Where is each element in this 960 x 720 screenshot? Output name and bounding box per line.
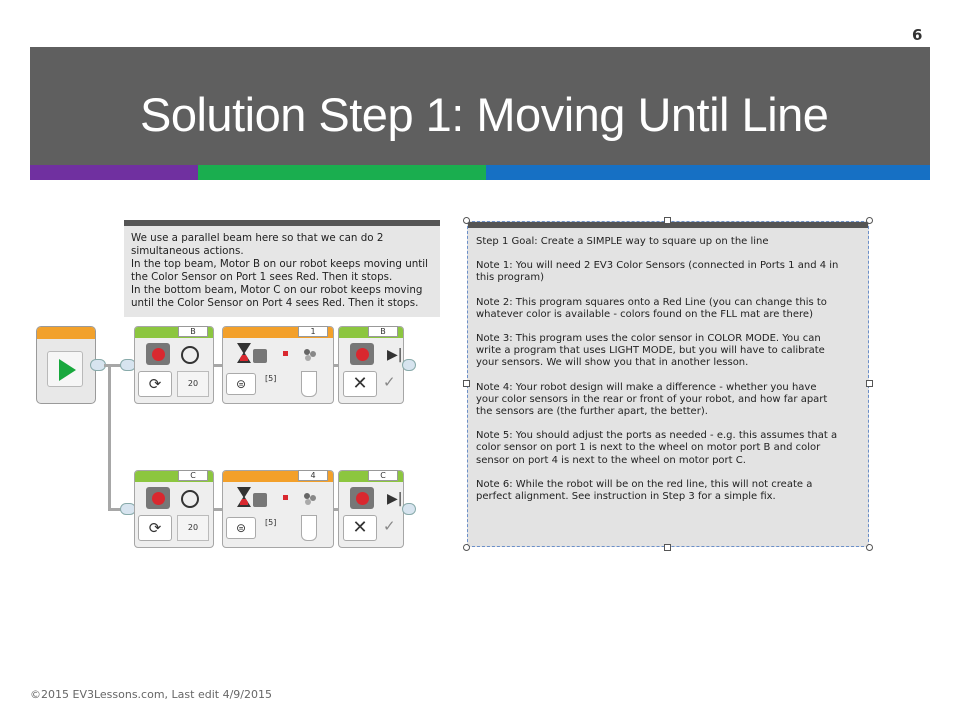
paragraph-gap bbox=[476, 370, 860, 382]
note-line: this program) bbox=[476, 272, 545, 284]
motor-block-bottom[interactable] bbox=[134, 470, 214, 548]
paragraph-gap bbox=[476, 248, 860, 260]
sequence-wire bbox=[214, 364, 222, 367]
wait-color-block-top[interactable] bbox=[222, 326, 334, 404]
resize-handle[interactable] bbox=[664, 217, 671, 224]
resize-handle[interactable] bbox=[866, 544, 873, 551]
footer-copyright: ©2015 EV3Lessons.com, Last edit 4/9/2015 bbox=[30, 688, 272, 701]
color-set-value[interactable]: [5] bbox=[265, 374, 277, 383]
port-label[interactable]: B bbox=[368, 326, 398, 337]
comment-line: In the bottom beam, Motor C on our robot keeps moving bbox=[131, 284, 423, 296]
port-label[interactable]: B bbox=[178, 326, 208, 337]
comment-line: In the top beam, Motor B on our robot keeps moving until bbox=[131, 258, 429, 270]
large-motor-icon bbox=[146, 343, 170, 365]
resize-handle[interactable] bbox=[866, 217, 873, 224]
speed-gauge-icon bbox=[181, 490, 199, 508]
motor-block-top[interactable] bbox=[134, 326, 214, 404]
port-label[interactable]: C bbox=[178, 470, 208, 481]
note-line: whatever color is available - colors found on the FLL mat are there) bbox=[476, 308, 813, 320]
play-icon[interactable] bbox=[47, 351, 83, 387]
hourglass-icon bbox=[237, 343, 251, 363]
page-number: 6 bbox=[912, 26, 923, 44]
note-line: Note 1: You will need 2 EV3 Color Sensors (connected in Ports 1 and 4 in bbox=[476, 260, 839, 272]
mode-selector[interactable]: ⟳ bbox=[138, 515, 172, 541]
note-line: Note 6: While the robot will be on the red line, this will not create a bbox=[476, 478, 813, 490]
brake-check-icon: ✓ bbox=[383, 517, 396, 535]
note-line: Note 4: Your robot design will make a difference - whether you have bbox=[476, 381, 817, 393]
large-motor-icon bbox=[350, 487, 374, 509]
comment-line: until the Color Sensor on Port 4 sees Red. Then it stops. bbox=[131, 297, 419, 309]
notes-panel[interactable] bbox=[467, 221, 869, 547]
color-sensor-icon bbox=[253, 493, 267, 507]
color-dots-icon bbox=[303, 491, 307, 501]
note-line: your sensors. We will show you that in another lesson. bbox=[476, 357, 749, 369]
notes-content bbox=[468, 228, 868, 511]
title-bar bbox=[30, 47, 930, 165]
color-set-value[interactable]: [5] bbox=[265, 518, 277, 527]
color-sensor-icon bbox=[253, 349, 267, 363]
accent-stripe-blue bbox=[486, 165, 930, 180]
resize-handle[interactable] bbox=[463, 217, 470, 224]
power-value[interactable]: 20 bbox=[177, 371, 209, 397]
note-line: the sensors are (the further apart, the better). bbox=[476, 406, 708, 418]
large-motor-icon bbox=[146, 487, 170, 509]
off-mode-selector[interactable]: ✕ bbox=[343, 515, 377, 541]
note-line: sensor on port 4 is next to the wheel on motor port C. bbox=[476, 454, 746, 466]
comment-line: simultaneous actions. bbox=[131, 245, 244, 257]
resize-handle[interactable] bbox=[463, 380, 470, 387]
note-line: perfect alignment. See instruction in Step 3 for a simple fix. bbox=[476, 491, 776, 503]
stop-icon: ▶| bbox=[387, 347, 403, 363]
compare-mode-selector[interactable]: ⊜ bbox=[226, 517, 256, 539]
sequence-wire bbox=[214, 508, 222, 511]
brake-check-icon: ✓ bbox=[383, 373, 396, 391]
hourglass-icon bbox=[237, 487, 251, 507]
port-label[interactable]: 4 bbox=[298, 470, 328, 481]
color-dots-icon bbox=[303, 347, 307, 357]
red-indicator-icon bbox=[283, 495, 288, 500]
ev3-program bbox=[36, 326, 436, 556]
slide-title: Solution Step 1: Moving Until Line bbox=[140, 88, 829, 141]
compare-mode-selector[interactable]: ⊜ bbox=[226, 373, 256, 395]
speed-gauge-icon bbox=[181, 346, 199, 364]
paragraph-gap bbox=[476, 321, 860, 333]
note-line: Note 2: This program squares onto a Red Line (you can change this to bbox=[476, 296, 827, 308]
note-line: Step 1 Goal: Create a SIMPLE way to square up on the line bbox=[476, 236, 769, 247]
parallel-beam-wire bbox=[108, 364, 111, 510]
paragraph-gap bbox=[476, 285, 860, 297]
comment-line: the Color Sensor on Port 1 sees Red. Then it stops. bbox=[131, 271, 393, 283]
accent-stripe-purple bbox=[30, 165, 198, 180]
port-label[interactable]: C bbox=[368, 470, 398, 481]
note-line: Note 5: You should adjust the ports as needed - e.g. this assumes that a bbox=[476, 430, 838, 442]
resize-handle[interactable] bbox=[866, 380, 873, 387]
stop-motor-block-bottom[interactable] bbox=[338, 470, 404, 548]
output-slot bbox=[301, 371, 317, 397]
mode-selector[interactable]: ⟳ bbox=[138, 371, 172, 397]
wait-color-block-bottom[interactable] bbox=[222, 470, 334, 548]
start-block[interactable] bbox=[36, 326, 96, 404]
off-mode-selector[interactable]: ✕ bbox=[343, 371, 377, 397]
paragraph-gap bbox=[476, 418, 860, 430]
stop-motor-block-top[interactable] bbox=[338, 326, 404, 404]
note-line: write a program that uses LIGHT MODE, but you will have to calibrate bbox=[476, 345, 825, 357]
comment-line: We use a parallel beam here so that we can do 2 bbox=[131, 232, 384, 244]
large-motor-icon bbox=[350, 343, 374, 365]
paragraph-gap bbox=[476, 467, 860, 479]
sequence-plug-end bbox=[402, 503, 416, 515]
note-line: your color sensors in the rear or front of your robot, and how far apart bbox=[476, 393, 828, 405]
port-label[interactable]: 1 bbox=[298, 326, 328, 337]
accent-stripe-green bbox=[198, 165, 486, 180]
resize-handle[interactable] bbox=[463, 544, 470, 551]
sequence-plug-end bbox=[402, 359, 416, 371]
note-line: color sensor on port 1 is next to the wheel on motor port B and color bbox=[476, 442, 821, 454]
red-indicator-icon bbox=[283, 351, 288, 356]
stop-icon: ▶| bbox=[387, 491, 403, 507]
resize-handle[interactable] bbox=[664, 544, 671, 551]
power-value[interactable]: 20 bbox=[177, 515, 209, 541]
note-line: Note 3: This program uses the color sensor in COLOR MODE. You can bbox=[476, 333, 821, 345]
output-slot bbox=[301, 515, 317, 541]
program-comment[interactable] bbox=[124, 220, 440, 317]
